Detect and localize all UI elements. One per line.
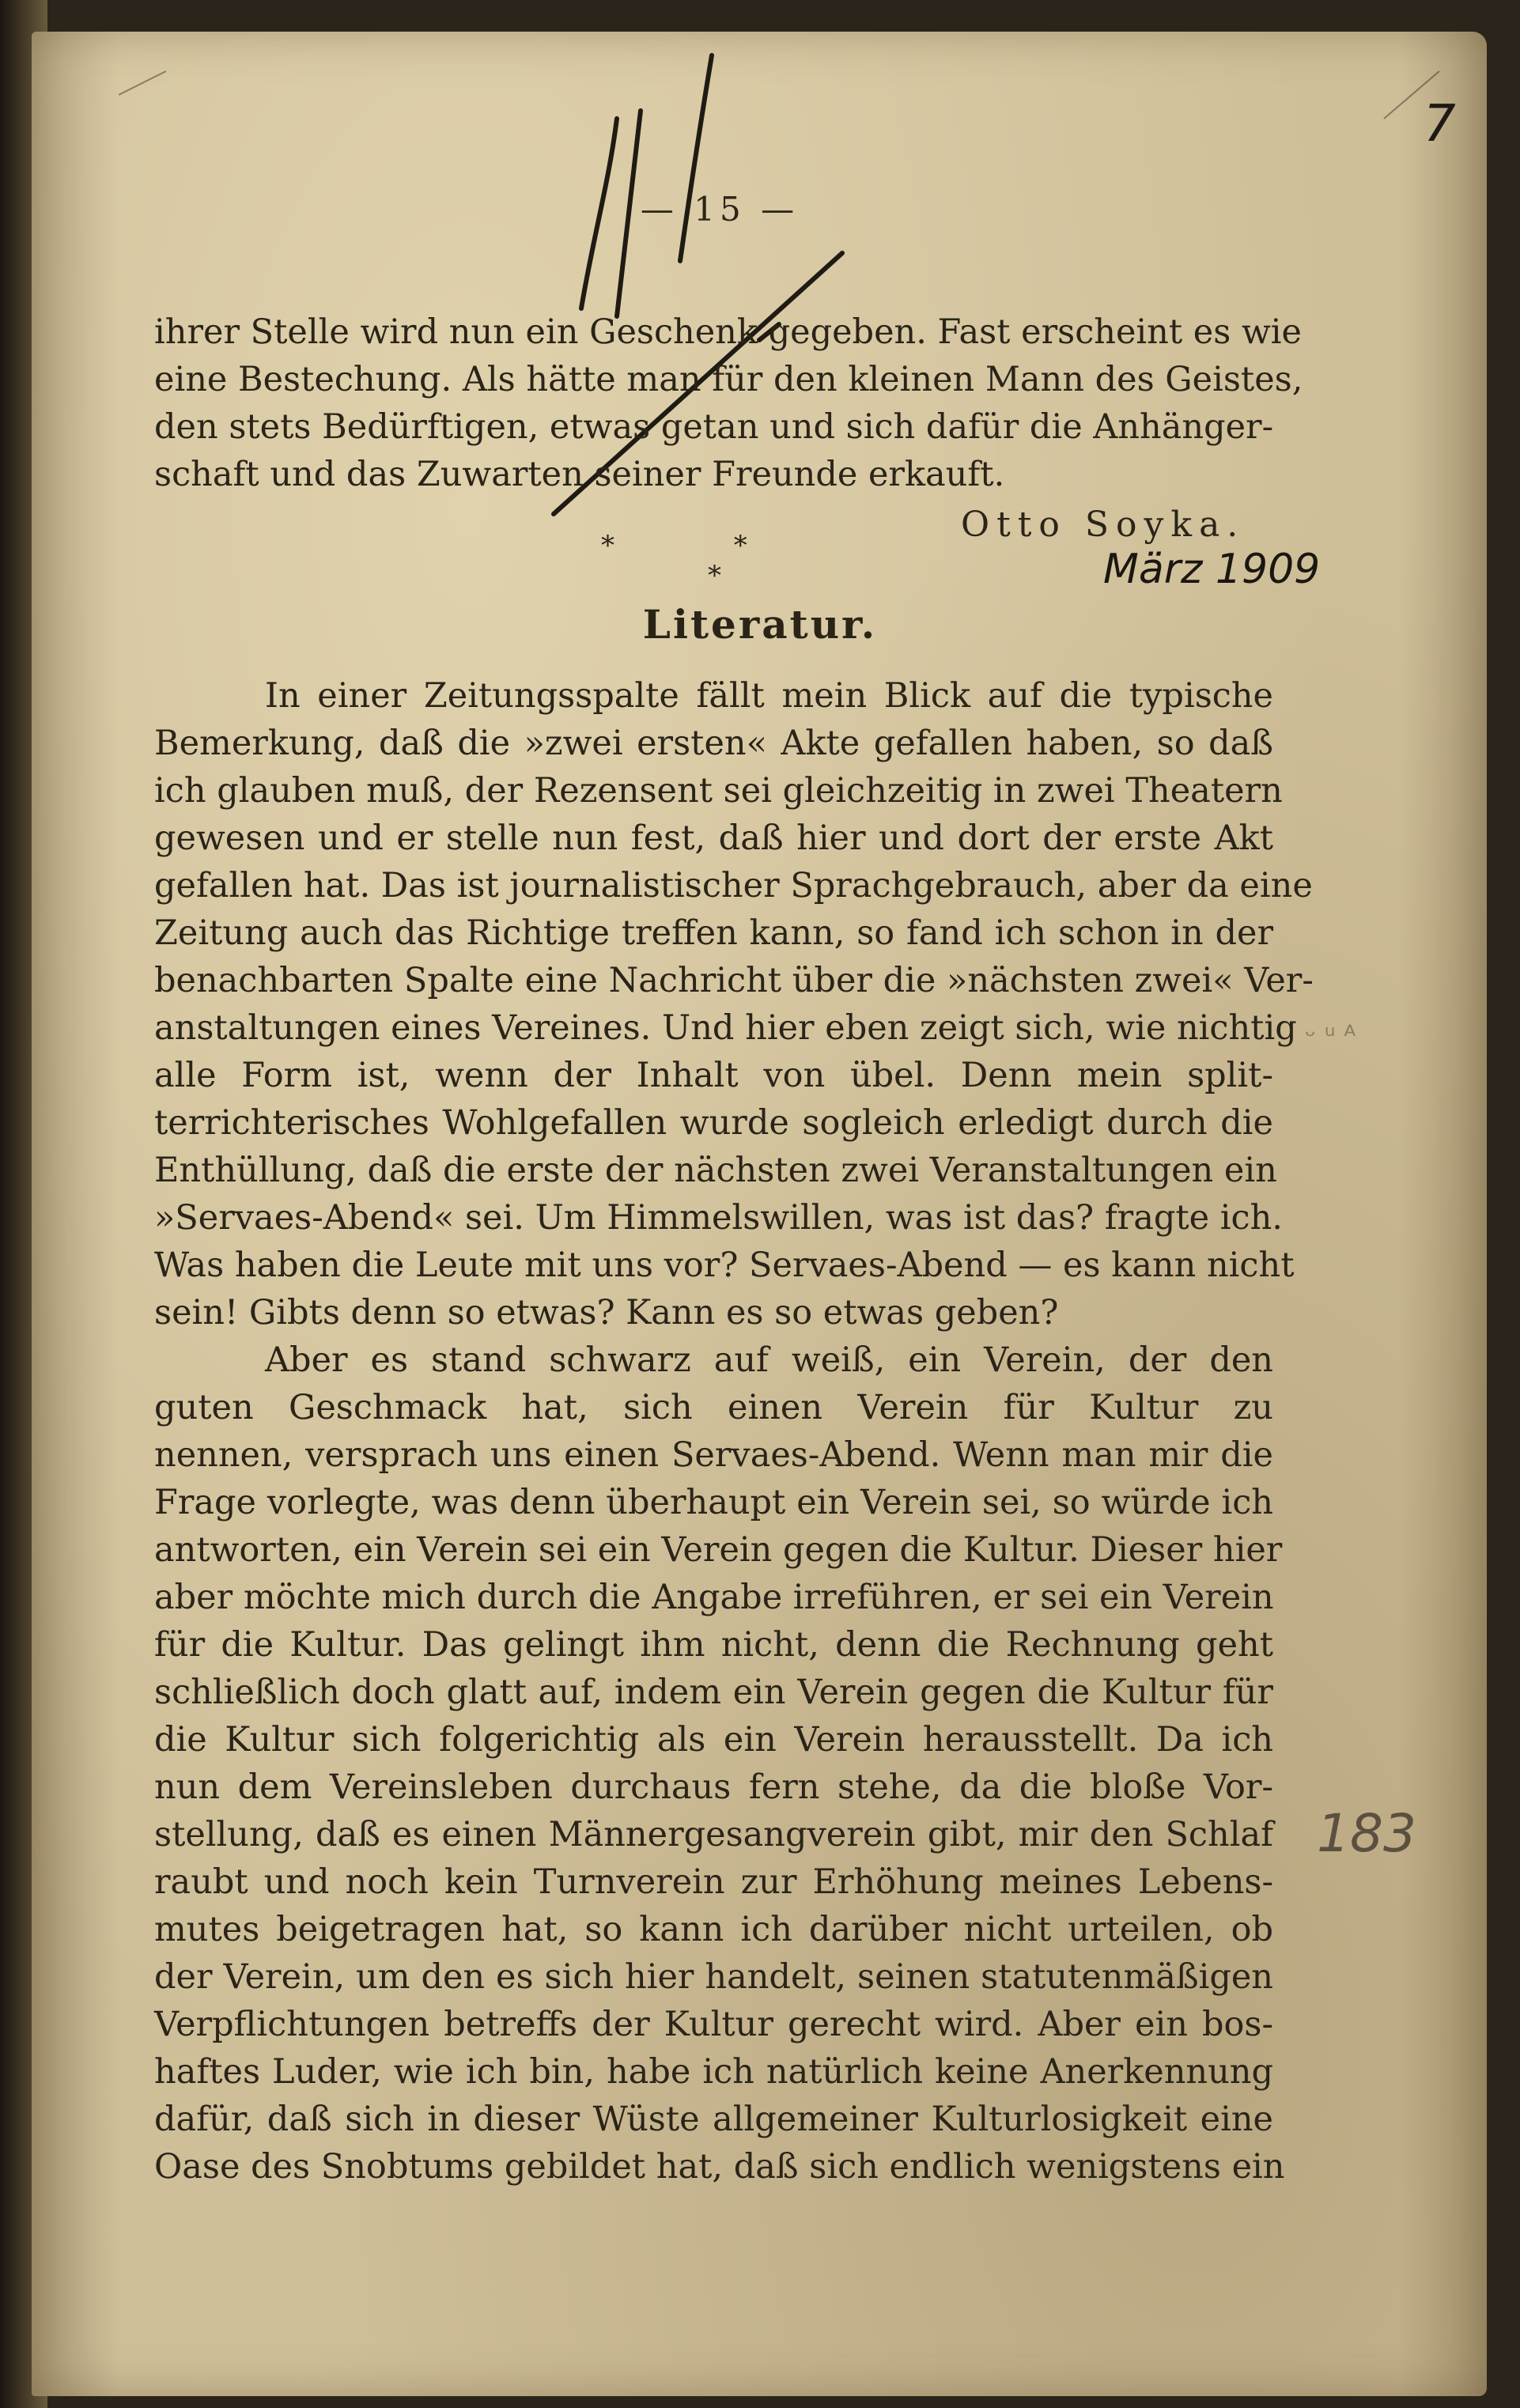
text-line: der Verein, um den es sich hier handelt, seinen statutenmäßigen xyxy=(154,1957,1273,1997)
text-line: Enthüllung, daß die erste der nächsten zwei Veranstaltungen ein xyxy=(154,1151,1277,1190)
text-line: guten Geschmack hat, sich einen Verein für Kultur zu xyxy=(154,1388,1273,1427)
section-separator-star: * xyxy=(708,560,721,592)
page-number: — 15 — xyxy=(640,190,800,229)
author-signature: Otto Soyka. xyxy=(961,505,1246,545)
text-line: Zeitung auch das Richtige treffen kann, so fand ich schon in der xyxy=(154,913,1273,953)
text-line: ich glauben muß, der Rezensent sei gleichzeitig in zwei Theatern xyxy=(154,771,1283,811)
text-line: »Servaes-Abend« sei. Um Himmelswillen, was ist das? fragte ich. xyxy=(154,1198,1283,1238)
text-line: raubt und noch kein Turnverein zur Erhöhung meines Lebens- xyxy=(154,1862,1273,1902)
text-line: benachbarten Spalte eine Nachricht über die »nächsten zwei« Ver- xyxy=(154,961,1314,1000)
handwritten-page-mark: 7 xyxy=(1424,95,1456,153)
text-line: Frage vorlegte, was denn überhaupt ein Verein sei, so würde ich xyxy=(154,1483,1273,1522)
text-line: nennen, versprach uns einen Servaes-Abend. Wenn man mir die xyxy=(154,1435,1273,1475)
text-line: aber möchte mich durch die Angabe irreführen, er sei ein Verein xyxy=(154,1578,1274,1617)
text-line: gefallen hat. Das ist journalistischer Sprachgebrauch, aber da eine xyxy=(154,866,1313,905)
text-line: Bemerkung, daß die »zwei ersten« Akte gefallen haben, so daß xyxy=(154,724,1273,763)
text-line: terrichterisches Wohlgefallen wurde sogleich erledigt durch die xyxy=(154,1103,1273,1143)
text-line: anstaltungen eines Vereines. Und hier eben zeigt sich, wie nichtig xyxy=(154,1008,1297,1048)
section-heading: Literatur. xyxy=(642,601,878,648)
text-line: schließlich doch glatt auf, indem ein Verein gegen die Kultur für xyxy=(154,1673,1273,1712)
text-line: gewesen und er stelle nun fest, daß hier und dort der erste Akt xyxy=(154,818,1273,858)
text-line: Oase des Snobtums gebildet hat, daß sich endlich wenigstens ein xyxy=(154,2147,1285,2187)
margin-pencil-note: ᵕ ᵘ ᴬ xyxy=(1305,1020,1356,1052)
text-line: mutes beigetragen hat, so kann ich darüber nicht urteilen, ob xyxy=(154,1910,1273,1949)
text-line: ihrer Stelle wird nun ein Geschenk gegeben. Fast erscheint es wie xyxy=(154,312,1302,352)
text-line: stellung, daß es einen Männergesangverein gibt, mir den Schlaf xyxy=(154,1815,1273,1854)
text-line: antworten, ein Verein sei ein Verein gegen die Kultur. Dieser hier xyxy=(154,1530,1283,1570)
text-line: In einer Zeitungsspalte fällt mein Blick auf die typische xyxy=(265,676,1273,716)
text-line: den stets Bedürftigen, etwas getan und sich dafür die Anhänger- xyxy=(154,407,1274,447)
margin-pencil-number: 183 xyxy=(1317,1803,1416,1864)
upper-paragraph xyxy=(154,308,1303,498)
text-line: sein! Gibts denn so etwas? Kann es so etwas geben? xyxy=(154,1293,1059,1333)
text-line: Verpflichtungen betreffs der Kultur gerecht wird. Aber ein bos- xyxy=(154,2005,1273,2044)
text-line: Was haben die Leute mit uns vor? Servaes-Abend — es kann nicht xyxy=(154,1246,1295,1285)
text-line: Aber es stand schwarz auf weiß, ein Verein, der den xyxy=(265,1340,1273,1380)
body-text xyxy=(154,672,1314,2191)
text-line: haftes Luder, wie ich bin, habe ich natürlich keine Anerkennung xyxy=(154,2052,1273,2092)
text-line: alle Form ist, wenn der Inhalt von übel. Denn mein split- xyxy=(154,1056,1273,1095)
text-line: für die Kultur. Das gelingt ihm nicht, denn die Rechnung geht xyxy=(154,1625,1273,1665)
handwritten-date: März 1909 xyxy=(1103,546,1321,593)
text-line: dafür, daß sich in dieser Wüste allgemeiner Kulturlosigkeit eine xyxy=(154,2100,1273,2139)
text-line: eine Bestechung. Als hätte man für den kleinen Mann des Geistes, xyxy=(154,360,1303,399)
text-line: schaft und das Zuwarten seiner Freunde erkauft. xyxy=(154,455,1005,494)
text-line: nun dem Vereinsleben durchaus fern stehe, da die bloße Vor- xyxy=(154,1767,1273,1807)
text-line: die Kultur sich folgerichtig als ein Verein herausstellt. Da ich xyxy=(154,1720,1273,1760)
section-separator: * * xyxy=(601,530,803,561)
